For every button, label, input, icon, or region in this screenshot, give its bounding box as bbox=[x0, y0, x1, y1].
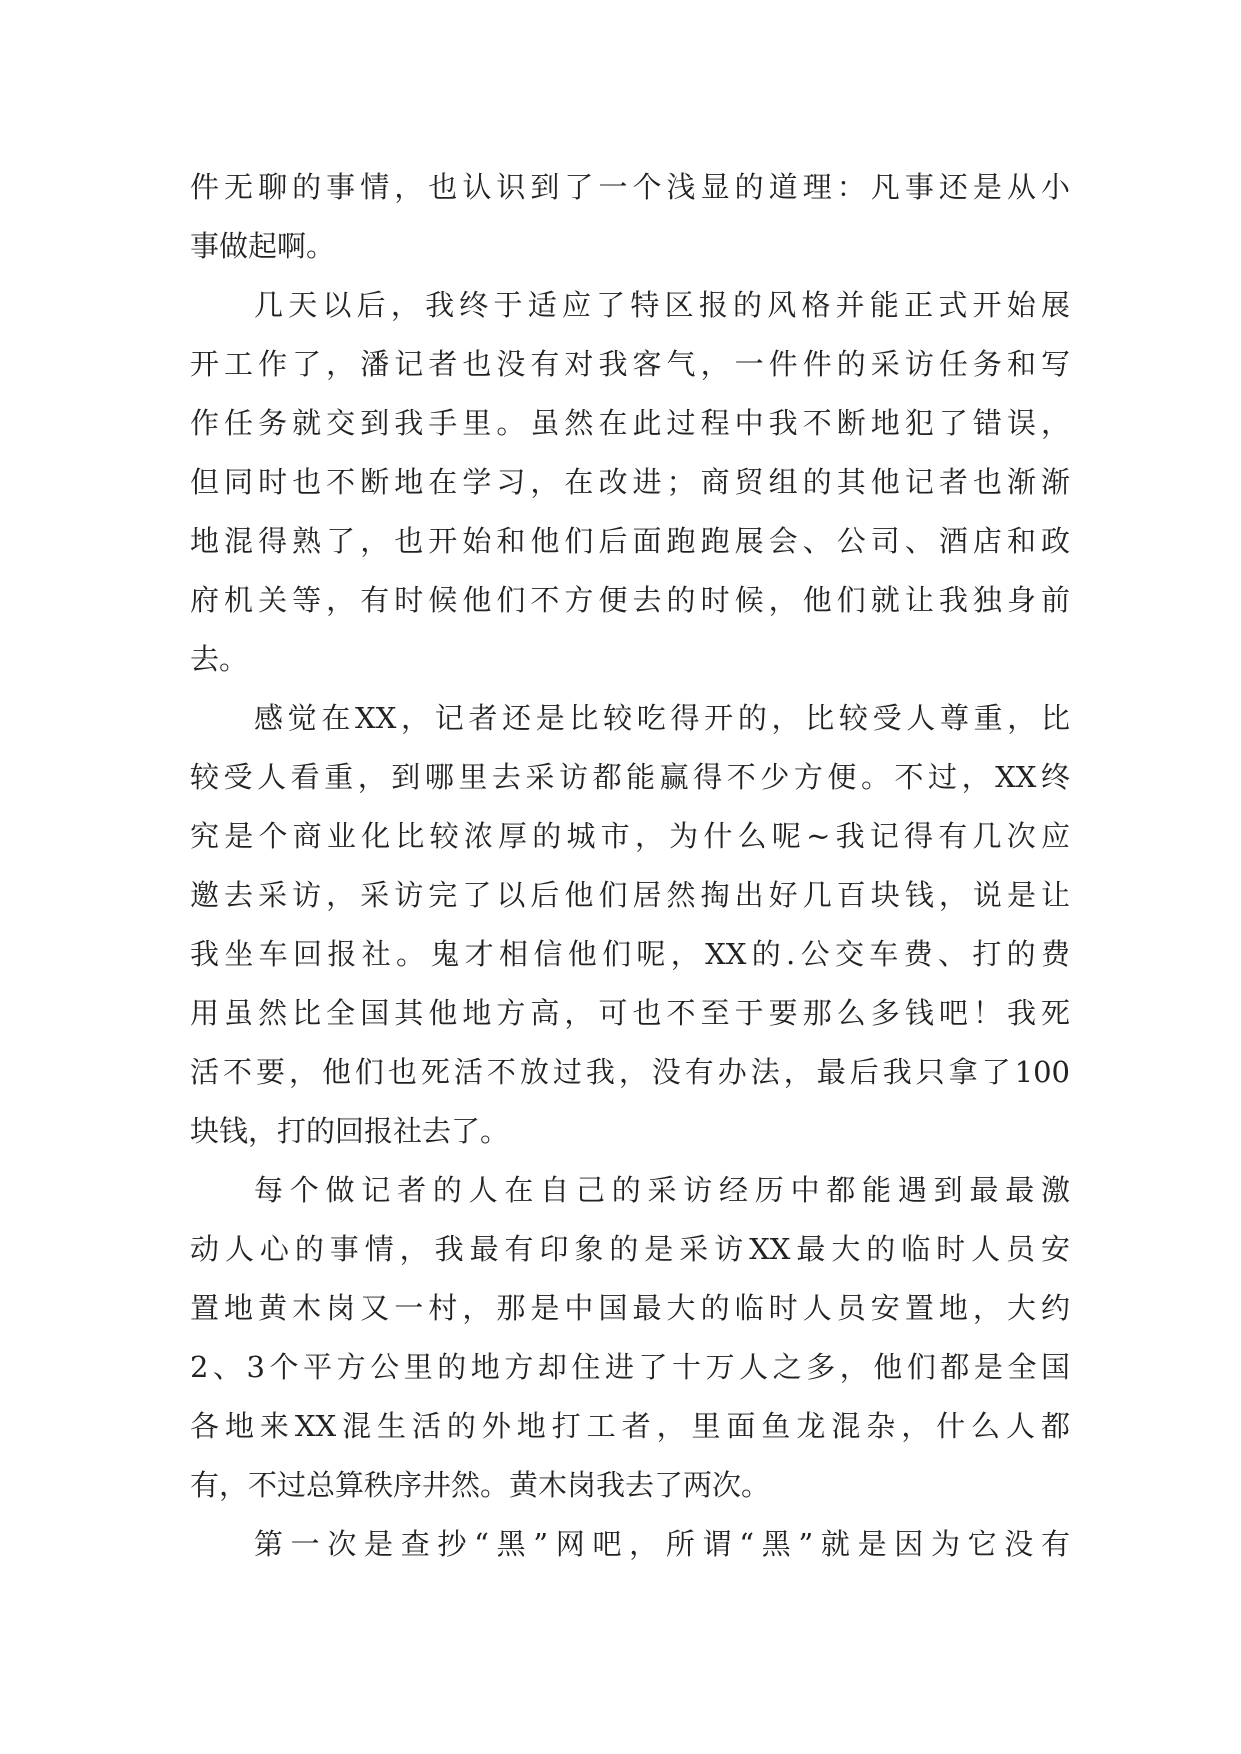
text-line: 2、3个平方公里的地方却住进了十万人之多，他们都是全国 bbox=[190, 1350, 1070, 1384]
text-line: 各地来XX混生活的外地打工者，里面鱼龙混杂，什么人都 bbox=[190, 1409, 1070, 1443]
text-line: 邀去采访，采访完了以后他们居然掏出好几百块钱，说是让 bbox=[190, 878, 1070, 912]
text-line: 开工作了，潘记者也没有对我客气，一件件的采访任务和写 bbox=[190, 347, 1070, 381]
text-line: 活不要，他们也死活不放过我，没有办法，最后我只拿了100 bbox=[190, 1055, 1070, 1089]
text-line: 但同时也不断地在学习，在改进；商贸组的其他记者也渐渐 bbox=[190, 465, 1070, 499]
text-line: 去。 bbox=[190, 642, 249, 676]
text-line: 用虽然比全国其他地方高，可也不至于要那么多钱吧！我死 bbox=[190, 996, 1070, 1030]
text-line: 作任务就交到我手里。虽然在此过程中我不断地犯了错误， bbox=[190, 406, 1070, 440]
document-body bbox=[190, 158, 1070, 1574]
text-line: 动人心的事情，我最有印象的是采访XX最大的临时人员安 bbox=[190, 1232, 1070, 1266]
text-line: 件无聊的事情，也认识到了一个浅显的道理：凡事还是从小 bbox=[190, 170, 1070, 204]
text-line: 事做起啊。 bbox=[190, 229, 336, 263]
text-line: 究是个商业化比较浓厚的城市，为什么呢~我记得有几次应 bbox=[190, 819, 1070, 853]
paragraph-first-line: 每个做记者的人在自己的采访经历中都能遇到最最激 bbox=[254, 1173, 1070, 1207]
paragraph-first-line: 感觉在XX，记者还是比较吃得开的，比较受人尊重，比 bbox=[254, 701, 1070, 735]
paragraph-first-line: 几天以后，我终于适应了特区报的风格并能正式开始展 bbox=[254, 288, 1070, 322]
text-line: 较受人看重，到哪里去采访都能赢得不少方便。不过，XX终 bbox=[190, 760, 1070, 794]
text-line: 府机关等，有时候他们不方便去的时候，他们就让我独身前 bbox=[190, 583, 1070, 617]
text-line: 块钱，打的回报社去了。 bbox=[190, 1114, 510, 1148]
text-line: 有，不过总算秩序井然。黄木岗我去了两次。 bbox=[190, 1468, 771, 1502]
paragraph-first-line: 第一次是查抄“黑”网吧，所谓“黑”就是因为它没有 bbox=[254, 1527, 1070, 1561]
text-line: 置地黄木岗又一村，那是中国最大的临时人员安置地，大约 bbox=[190, 1291, 1070, 1325]
text-line: 我坐车回报社。鬼才相信他们呢，XX的.公交车费、打的费 bbox=[190, 937, 1070, 971]
text-line: 地混得熟了，也开始和他们后面跑跑展会、公司、酒店和政 bbox=[190, 524, 1070, 558]
